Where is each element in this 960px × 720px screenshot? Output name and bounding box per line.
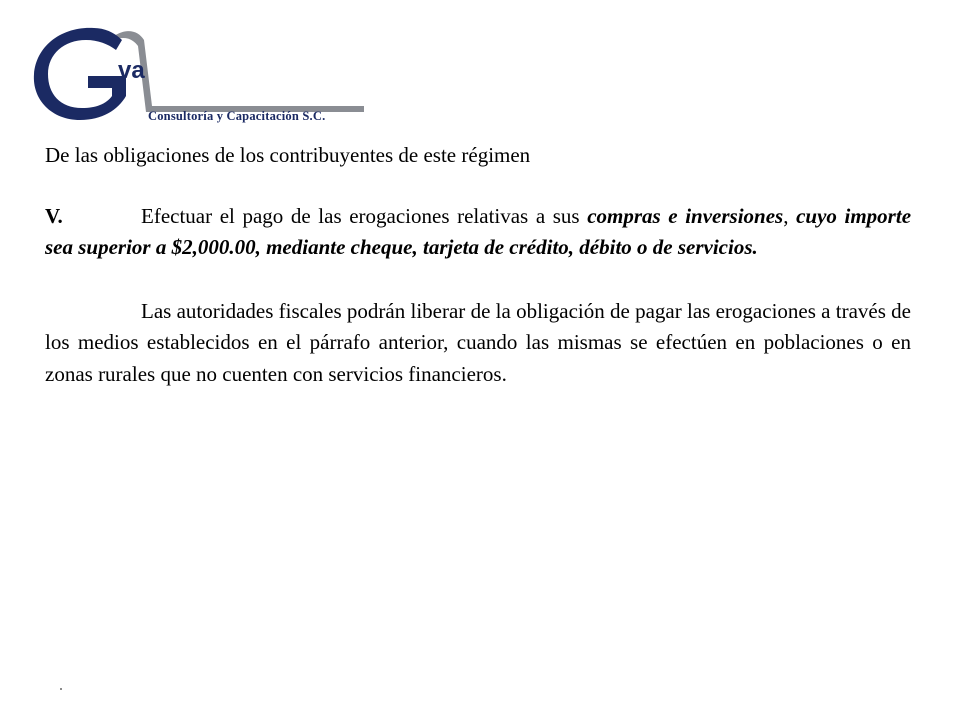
logo-letters: va <box>118 57 145 84</box>
paragraph-v-emphasis-2: cuyo importe sea superior a $2,000.00, mediante cheque, tarjeta de crédito, débito o de servicios. <box>45 203 912 259</box>
item-number: V. <box>45 203 63 228</box>
company-name: Consultoría y Capacitación S.C. <box>148 109 326 123</box>
paragraph-v-emphasis-1: compras e inversiones <box>587 203 784 228</box>
paragraph-exemption <box>45 296 911 391</box>
paragraph-v-text-1: Efectuar el pago de las erogaciones relativas a sus <box>141 203 588 228</box>
section-heading: De las obligaciones de los contribuyentes de este régimen <box>45 143 531 167</box>
footer-dot <box>60 688 62 690</box>
paragraph-exemption-text: Las autoridades fiscales podrán liberar de la obligación de pagar las erogaciones a través de los medios establecidos en el párrafo anterior, cuando las mismas se efectúen en poblaciones o en zonas rurales que no cuenten con servicios financieros. <box>45 298 911 386</box>
paragraph-v-text-2: , <box>783 203 797 228</box>
document-body <box>45 140 911 390</box>
paragraph-v <box>45 201 911 264</box>
